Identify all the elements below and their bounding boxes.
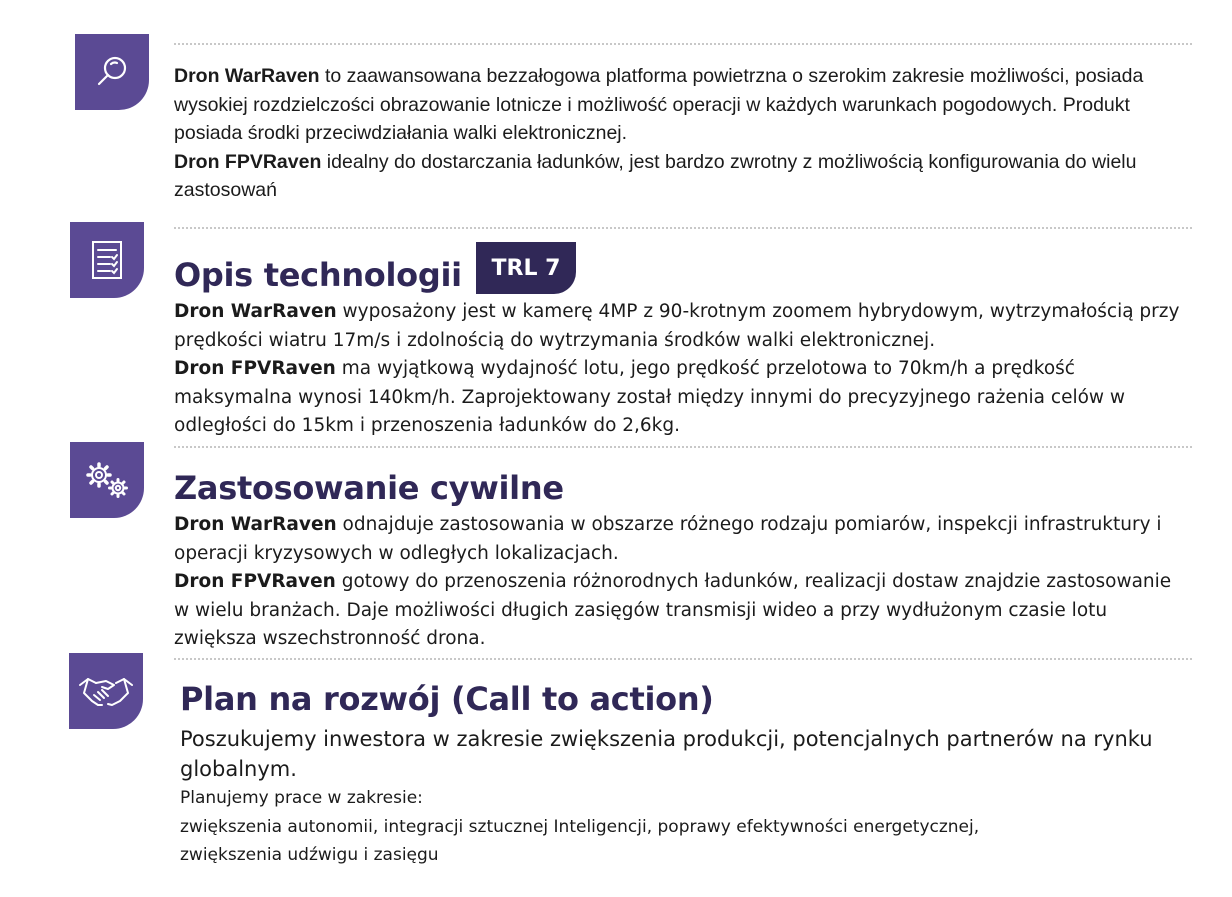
section-title-civil: Zastosowanie cywilne — [174, 469, 564, 507]
plan-lead: Poszukujemy inwestora w zakresie zwiększenia produkcji, potencjalnych partnerów na rynku globalnym. — [180, 727, 1153, 781]
product-name: Dron FPVRaven — [174, 358, 336, 379]
civil-text — [174, 511, 1184, 654]
search-icon — [75, 34, 149, 110]
plan-line-1: Planujemy prace w zakresie: — [180, 788, 423, 808]
paragraph-text: ma wyjątkową wydajność lotu, jego prędkość przelotowa to 70km/h a prędkość maksymalna wynosi 140km/h. Zaprojektowany został między innymi do precyzyjnego rażenia celów w odległości do 15km i przenoszenia ładunków do 2,6kg. — [174, 358, 1126, 436]
section-title-plan: Plan na rozwój (Call to action) — [180, 680, 714, 718]
intro-paragraph-2 — [174, 148, 1174, 205]
civil-paragraph-2 — [174, 568, 1184, 654]
product-name: Dron WarRaven — [174, 301, 337, 322]
handshake-icon — [69, 653, 143, 729]
divider — [174, 227, 1192, 229]
product-name: Dron FPVRaven — [174, 150, 322, 173]
paragraph-text: gotowy do przenoszenia różnorodnych ładunków, realizacji dostaw znajdzie zastosowanie w wielu branżach. Daje możliwości długich zasięgów transmisji wideo a przy wydłużonym czasie lotu zwiększa wszechstronność drona. — [174, 571, 1172, 649]
trl-badge: TRL 7 — [476, 242, 576, 294]
product-name: Dron FPVRaven — [174, 571, 336, 592]
gears-icon — [70, 442, 144, 518]
intro-text — [174, 62, 1174, 205]
product-name: Dron WarRaven — [174, 65, 320, 87]
plan-line-2: zwiększenia autonomii, integracji sztucznej Inteligencji, poprawy efektywności energetycznej, zwiększenia udźwigu i zasięgu — [180, 817, 980, 865]
tech-paragraph-1 — [174, 298, 1184, 355]
divider — [174, 43, 1192, 45]
section-title-technology: Opis technologii — [174, 256, 462, 294]
civil-paragraph-1 — [174, 511, 1184, 568]
technology-text — [174, 298, 1184, 441]
checklist-icon — [70, 222, 144, 298]
plan-text — [180, 724, 1180, 869]
divider — [174, 446, 1192, 448]
product-name: Dron WarRaven — [174, 514, 337, 535]
paragraph-text: idealny do dostarczania ładunków, jest bardzo zwrotny z możliwością konfigurowania do wielu zastosowań — [174, 150, 1137, 201]
paragraph-text: to zaawansowana bezzałogowa platforma powietrzna o szerokim zakresie możliwości, posiada wysokiej rozdzielczości obrazowanie lotnicze i możliwość operacji w każdych warunkach pogodowych. Produkt posiada środki przeciwdziałania walki elektronicznej. — [174, 65, 1144, 144]
paragraph-text: wyposażony jest w kamerę 4MP z 90-krotnym zoomem hybrydowym, wytrzymałością przy prędkości wiatru 17m/s i zdolnością do wytrzymania środków walki elektronicznej. — [174, 301, 1180, 351]
tech-paragraph-2 — [174, 355, 1184, 441]
intro-paragraph-1 — [174, 62, 1174, 148]
divider — [174, 658, 1192, 660]
paragraph-text: odnajduje zastosowania w obszarze różnego rodzaju pomiarów, inspekcji infrastruktury i operacji kryzysowych w odległych lokalizacjach. — [174, 514, 1162, 564]
